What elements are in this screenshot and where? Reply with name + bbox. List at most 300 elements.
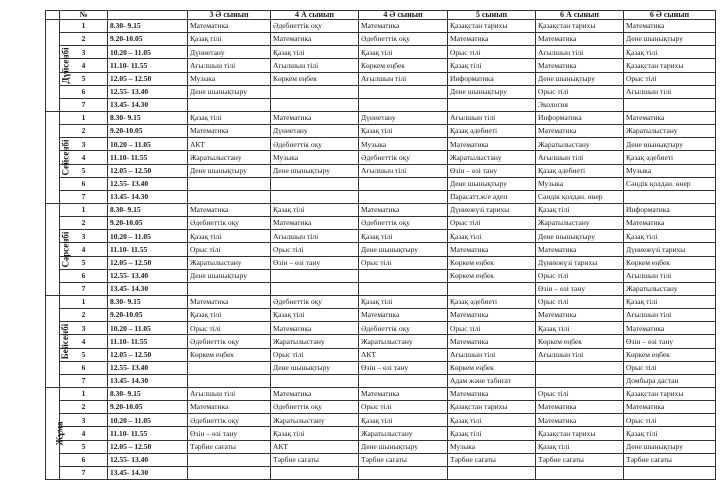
subject-cell: Жаратылыстану [536, 138, 624, 151]
subject-cell: Математика [448, 309, 536, 322]
subject-cell: Музыка [271, 151, 359, 164]
subject-cell [271, 85, 359, 98]
subject-cell [188, 453, 271, 466]
lesson-row [46, 243, 716, 256]
subject-cell [271, 269, 359, 282]
subject-cell: Қазақ тілі [448, 59, 536, 72]
lesson-number: 6 [60, 453, 108, 466]
subject-cell: Дене шынықтыру [624, 138, 716, 151]
lesson-time: 11.10- 11.55 [108, 427, 188, 440]
subject-cell [359, 466, 448, 479]
lesson-number: 5 [60, 440, 108, 453]
day-name: Сейсенбі [60, 139, 71, 176]
subject-cell [536, 361, 624, 374]
subject-cell: Көркем еңбек [188, 348, 271, 361]
subject-cell: Өзін – өзі тану [536, 282, 624, 295]
lesson-row [46, 177, 716, 190]
lesson-number: 7 [60, 466, 108, 479]
lesson-time: 8.30- 9.15 [108, 111, 188, 124]
header-row [46, 11, 716, 20]
subject-cell: Математика [448, 33, 536, 46]
subject-cell: Парасатт.ж/е әдеп [448, 190, 536, 203]
subject-cell: Жаратылыстану [359, 335, 448, 348]
lesson-number: 7 [60, 282, 108, 295]
subject-cell: Математика [188, 203, 271, 216]
lesson-row [46, 125, 716, 138]
subject-cell: Дене шынықтыру [624, 440, 716, 453]
subject-cell: Қазақ тілі [188, 33, 271, 46]
lesson-number: 4 [60, 59, 108, 72]
lesson-row [46, 348, 716, 361]
subject-cell: Қазақ тілі [271, 203, 359, 216]
subject-cell: Өзін – өзі тану [448, 164, 536, 177]
lesson-time: 12.05 – 12.50 [108, 348, 188, 361]
subject-cell: Әдебиеттік оқу [188, 335, 271, 348]
lesson-row [46, 269, 716, 282]
subject-cell: Математика [624, 20, 716, 33]
day-label-cell [46, 387, 65, 479]
subject-cell: Ағылшын тілі [448, 111, 536, 124]
subject-cell: Қазақ тілі [624, 427, 716, 440]
subject-cell: Әдебиеттік оқу [271, 20, 359, 33]
lesson-number: 7 [60, 98, 108, 111]
lesson-row [46, 401, 716, 414]
subject-cell: Қазақстан тарихы [448, 401, 536, 414]
lesson-time: 13.45- 14.30 [108, 374, 188, 387]
lesson-row [46, 98, 716, 111]
subject-cell: Ағылшын тілі [271, 230, 359, 243]
lesson-time: 10.20 – 11.05 [108, 322, 188, 335]
subject-cell: Қазақ тілі [536, 322, 624, 335]
class-header-6a: 6 А сынып [536, 11, 624, 20]
subject-cell: Қазақ тілі [188, 111, 271, 124]
subject-cell: Дене шынықтыру [536, 230, 624, 243]
subject-cell: Ағылшын тілі [359, 164, 448, 177]
subject-cell: Жаратылыстану [188, 151, 271, 164]
day-label-cell [46, 295, 71, 387]
schedule-table [45, 10, 716, 480]
subject-cell: Әдебиеттік оқу [271, 295, 359, 308]
lesson-row [46, 59, 716, 72]
lesson-time: 8.30- 9.15 [108, 295, 188, 308]
subject-cell: Орыс тілі [359, 401, 448, 414]
subject-cell: Қазақ тілі [448, 230, 536, 243]
lesson-row [46, 138, 716, 151]
day-name: Дүйсенбі [60, 47, 71, 84]
subject-cell [188, 98, 271, 111]
lesson-row [46, 190, 716, 203]
lesson-row [46, 230, 716, 243]
subject-cell: Қазақстан тарихы [448, 20, 536, 33]
lesson-row [46, 20, 716, 33]
lesson-number: 4 [60, 335, 108, 348]
subject-cell: Жаратылыстану [188, 256, 271, 269]
subject-cell: Дене шынықтыру [188, 269, 271, 282]
subject-cell: Қазақ тілі [271, 46, 359, 59]
lesson-number: 1 [60, 20, 108, 33]
lesson-time: 11.10- 11.55 [108, 335, 188, 348]
subject-cell [271, 190, 359, 203]
subject-cell: Орыс тілі [188, 322, 271, 335]
subject-cell [624, 190, 716, 203]
subject-cell: Орыс тілі [271, 243, 359, 256]
subject-cell: АКТ [188, 138, 271, 151]
lesson-number: 5 [60, 164, 108, 177]
lesson-number: 2 [60, 217, 108, 230]
subject-cell: Көркем еңбек [624, 256, 716, 269]
subject-cell: АКТ [359, 348, 448, 361]
subject-cell: Әдебиеттік оқу [271, 401, 359, 414]
subject-cell [271, 466, 359, 479]
day-name: Сәрсенбі [60, 231, 71, 268]
lesson-time: 12.55- 13.40 [108, 177, 188, 190]
subject-cell [624, 98, 716, 111]
subject-cell [359, 85, 448, 98]
subject-cell: Қазақ тілі [271, 309, 359, 322]
subject-cell: Математика [536, 59, 624, 72]
subject-cell: Математика [188, 295, 271, 308]
lesson-time: 10.20 – 11.05 [108, 230, 188, 243]
subject-cell [359, 177, 448, 190]
class-header-4a: 4 А сынып [271, 11, 359, 20]
subject-cell: Қазақ тілі [359, 125, 448, 138]
subject-cell: Қазақ әдебиеті [536, 164, 624, 177]
subject-cell: Ағылшын тілі [536, 348, 624, 361]
subject-cell: Математика [271, 33, 359, 46]
subject-cell [359, 98, 448, 111]
subject-cell: Қазақ тілі [188, 230, 271, 243]
lesson-number: 2 [60, 401, 108, 414]
lesson-time: 9.20-10.05 [108, 33, 188, 46]
subject-cell: Математика [624, 217, 716, 230]
subject-cell: Математика [448, 387, 536, 400]
lesson-time: 12.55- 13.40 [108, 269, 188, 282]
lesson-time: 13.45- 14.30 [108, 282, 188, 295]
subject-cell: Өзін – өзі тану [271, 256, 359, 269]
lesson-row [46, 111, 716, 124]
subject-cell: Орыс тілі [448, 217, 536, 230]
subject-cell: Математика [271, 322, 359, 335]
subject-cell: Музыка [624, 164, 716, 177]
subject-cell: Көркем еңбек [359, 59, 448, 72]
subject-cell: Өзін – өзі тану [188, 427, 271, 440]
subject-cell: Дүниежүзі тарихы [536, 256, 624, 269]
lesson-number: 1 [60, 203, 108, 216]
lesson-row [46, 85, 716, 98]
subject-cell: Қазақ тілі [624, 46, 716, 59]
subject-cell [271, 98, 359, 111]
subject-cell: Жаратылыстану [624, 125, 716, 138]
subject-cell: Орыс тілі [448, 322, 536, 335]
lesson-time: 11.10- 11.55 [108, 151, 188, 164]
lesson-time: 12.05 – 12.50 [108, 164, 188, 177]
subject-cell: Орыс тілі [536, 387, 624, 400]
subject-cell: Қазақ тілі [536, 440, 624, 453]
subject-cell: Ағылшын тілі [536, 46, 624, 59]
day-name: Жұма [54, 421, 65, 446]
class-header-3a: 3 Ә сынып [188, 11, 271, 20]
subject-cell: Математика [271, 111, 359, 124]
subject-cell: Орыс тілі [536, 295, 624, 308]
subject-cell: Музыка [536, 177, 624, 190]
subject-cell: Әдебиеттік оқу [359, 217, 448, 230]
lesson-time: 12.55- 13.40 [108, 453, 188, 466]
lesson-row [46, 46, 716, 59]
lesson-row [46, 164, 716, 177]
subject-cell: Орыс тілі [188, 243, 271, 256]
subject-cell [188, 282, 271, 295]
subject-cell: Дене шынықтыру [359, 243, 448, 256]
subject-cell: Музыка [448, 440, 536, 453]
lesson-row [46, 322, 716, 335]
subject-cell: Математика [188, 401, 271, 414]
subject-cell: Ағылшын тілі [624, 85, 716, 98]
lesson-time: 8.30- 9.15 [108, 387, 188, 400]
lesson-number: 5 [60, 256, 108, 269]
subject-cell: Дүниетану [188, 46, 271, 59]
subject-cell: Математика [536, 33, 624, 46]
subject-cell [188, 466, 271, 479]
subject-cell: Ағылшын тілі [359, 72, 448, 85]
subject-cell: Орыс тілі [624, 72, 716, 85]
lesson-number: 1 [60, 111, 108, 124]
lesson-time: 10.20 – 11.05 [108, 46, 188, 59]
subject-cell: Қазақ тілі [359, 295, 448, 308]
subject-cell: Тәрбие сағаты [536, 453, 624, 466]
lesson-row [46, 335, 716, 348]
subject-cell: Математика [448, 335, 536, 348]
subject-cell: Дене шынықтыру [188, 85, 271, 98]
subject-cell: Дүниетану [271, 125, 359, 138]
subject-cell [271, 282, 359, 295]
subject-cell: Ағылшын тілі [624, 309, 716, 322]
subject-cell: Математика [624, 111, 716, 124]
schedule-body [46, 20, 716, 480]
subject-cell: Дүниежүзі тарихы [448, 203, 536, 216]
lesson-row [46, 217, 716, 230]
lesson-row [46, 309, 716, 322]
lesson-number: 2 [60, 33, 108, 46]
subject-cell: Орыс тілі [536, 269, 624, 282]
subject-cell: Қазақ тілі [448, 427, 536, 440]
lesson-number: 3 [60, 46, 108, 59]
day-label-cell [46, 20, 71, 112]
subject-cell: Математика [271, 217, 359, 230]
lesson-row [46, 361, 716, 374]
subject-cell [188, 361, 271, 374]
subject-cell: Жаратылыстану [448, 151, 536, 164]
subject-cell: Тәрбие сағаты [448, 453, 536, 466]
lesson-row [46, 440, 716, 453]
subject-cell: Математика [359, 20, 448, 33]
subject-cell: Математика [536, 401, 624, 414]
lesson-number: 3 [60, 138, 108, 151]
class-header-4b: 4 Ә сынып [359, 11, 448, 20]
lesson-time: 9.20-10.05 [108, 309, 188, 322]
subject-cell [359, 190, 448, 203]
lesson-row [46, 203, 716, 216]
lesson-number: 3 [60, 414, 108, 427]
lesson-number: 5 [60, 72, 108, 85]
subject-cell [624, 466, 716, 479]
lesson-number: 1 [60, 295, 108, 308]
subject-cell: Көркем еңбек [448, 256, 536, 269]
subject-cell: Математика [536, 414, 624, 427]
lesson-row [46, 414, 716, 427]
subject-cell: Көркем еңбек [448, 361, 536, 374]
lesson-time: 11.10- 11.55 [108, 59, 188, 72]
subject-cell: Информатика [624, 203, 716, 216]
subject-cell [536, 466, 624, 479]
subject-cell: Қазақ әдебиеті [624, 151, 716, 164]
subject-cell: Қазақ әдебиеті [448, 125, 536, 138]
subject-cell: Орыс тілі [624, 414, 716, 427]
subject-cell: Әдебиеттік оқу [359, 151, 448, 164]
subject-cell: Математика [271, 387, 359, 400]
subject-cell: Дене шынықтыру [271, 361, 359, 374]
subject-cell [188, 177, 271, 190]
class-header-6b: 6 Ә сынып [624, 11, 716, 20]
subject-cell: Қазақ тілі [624, 295, 716, 308]
subject-cell: Қазақ тілі [536, 203, 624, 216]
subject-cell: Қазақ тілі [359, 230, 448, 243]
subject-cell: Қазақ әдебиеті [448, 295, 536, 308]
subject-cell [359, 374, 448, 387]
subject-cell: Дүниетану [359, 111, 448, 124]
lesson-row [46, 374, 716, 387]
subject-cell: Математика [448, 243, 536, 256]
lesson-number: 3 [60, 322, 108, 335]
subject-cell: Әдебиеттік оқу [188, 414, 271, 427]
subject-cell: Жаратылыстану [359, 427, 448, 440]
subject-cell: Сәндік қолдан. өнер [624, 177, 716, 190]
subject-cell: Өзін – өзі тану [359, 361, 448, 374]
lesson-number: 2 [60, 309, 108, 322]
lesson-number: 5 [60, 348, 108, 361]
lesson-time: 8.30- 9.15 [108, 203, 188, 216]
subject-cell: Көркем еңбек [624, 348, 716, 361]
lesson-number: 4 [60, 151, 108, 164]
subject-cell: Қазақстан тарихы [536, 427, 624, 440]
subject-cell: Орыс тілі [536, 85, 624, 98]
lesson-time: 12.55- 13.40 [108, 361, 188, 374]
lesson-time: 12.05 – 12.50 [108, 440, 188, 453]
lesson-row [46, 33, 716, 46]
subject-cell [448, 282, 536, 295]
subject-cell: Ағылшын тілі [271, 59, 359, 72]
lesson-time: 11.10- 11.55 [108, 243, 188, 256]
subject-cell [448, 98, 536, 111]
subject-cell: Қазақстан тарихы [624, 387, 716, 400]
subject-cell: Дүниежүзі тарихы [624, 243, 716, 256]
lesson-row [46, 466, 716, 479]
lesson-time: 13.45- 14.30 [108, 466, 188, 479]
subject-cell [188, 374, 271, 387]
subject-cell [448, 466, 536, 479]
lesson-row [46, 427, 716, 440]
subject-cell: Қазақстан тарихы [624, 59, 716, 72]
subject-cell: Жаратылыстану [271, 335, 359, 348]
subject-cell [188, 190, 271, 203]
subject-cell: Дене шынықтыру [359, 440, 448, 453]
subject-cell: Қазақстан тарихы [536, 20, 624, 33]
subject-cell: Дене шынықтыру [624, 33, 716, 46]
subject-cell: Музыка [359, 138, 448, 151]
subject-cell: Дене шынықтыру [448, 85, 536, 98]
lesson-number: 7 [60, 374, 108, 387]
subject-cell: Информатика [448, 72, 536, 85]
lesson-time: 13.45- 14.30 [108, 190, 188, 203]
subject-cell: Қазақ тілі [624, 230, 716, 243]
subject-cell: Орыс тілі [624, 361, 716, 374]
lesson-time: 8.30- 9.15 [108, 20, 188, 33]
subject-cell: Домбыра дастан [624, 374, 716, 387]
subject-cell: Математика [536, 125, 624, 138]
subject-cell: Ағылшын тілі [536, 151, 624, 164]
lesson-time: 10.20 – 11.05 [108, 138, 188, 151]
lesson-row [46, 453, 716, 466]
lesson-number: 7 [60, 190, 108, 203]
subject-cell: Математика [359, 387, 448, 400]
subject-cell: Математика [624, 322, 716, 335]
lesson-number: 2 [60, 125, 108, 138]
subject-cell: Дене шынықтыру [536, 72, 624, 85]
subject-cell: Көркем еңбек [448, 269, 536, 282]
subject-cell: Ағылшын тілі [624, 269, 716, 282]
subject-cell: Информатика [536, 111, 624, 124]
lesson-number: 6 [60, 85, 108, 98]
subject-cell: Экология [536, 98, 624, 111]
time-header [108, 11, 188, 20]
subject-cell: Тәрбие сағаты [624, 453, 716, 466]
subject-cell: Математика [448, 138, 536, 151]
subject-cell: Адам және табиғат [448, 374, 536, 387]
lesson-number: 4 [60, 427, 108, 440]
subject-cell: Математика [536, 243, 624, 256]
lesson-row [46, 256, 716, 269]
subject-cell: Қазақ тілі [271, 427, 359, 440]
subject-cell [271, 374, 359, 387]
lesson-number: 3 [60, 230, 108, 243]
subject-cell: Математика [624, 401, 716, 414]
day-label-cell [46, 111, 71, 203]
subject-cell: Ағылшын тілі [448, 348, 536, 361]
subject-cell: Тәрбие сағаты [359, 453, 448, 466]
subject-cell: Әдебиеттік оқу [188, 217, 271, 230]
lesson-time: 12.05 – 12.50 [108, 72, 188, 85]
lesson-number: 6 [60, 177, 108, 190]
subject-cell: Қазақ тілі [188, 309, 271, 322]
subject-cell: Дене шынықтыру [448, 177, 536, 190]
subject-cell: Музыка [188, 72, 271, 85]
day-name: Бейсенбі [60, 323, 71, 360]
lesson-time: 9.20-10.05 [108, 217, 188, 230]
subject-cell: Дене шынықтыру [271, 164, 359, 177]
lesson-time: 12.05 – 12.50 [108, 256, 188, 269]
lesson-time: 10.20 – 11.05 [108, 414, 188, 427]
subject-cell: Қазақ тілі [448, 414, 536, 427]
lesson-row [46, 151, 716, 164]
subject-cell: Жаратылыстану [271, 414, 359, 427]
subject-cell: Көркем еңбек [271, 72, 359, 85]
subject-cell: Орыс тілі [359, 256, 448, 269]
lesson-row [46, 282, 716, 295]
lesson-time: 9.20-10.05 [108, 401, 188, 414]
lesson-time: 12.55- 13.40 [108, 85, 188, 98]
number-header: № [60, 11, 108, 20]
subject-cell: Әдебиеттік оқу [271, 138, 359, 151]
subject-cell: Өзін – өзі тану [624, 335, 716, 348]
